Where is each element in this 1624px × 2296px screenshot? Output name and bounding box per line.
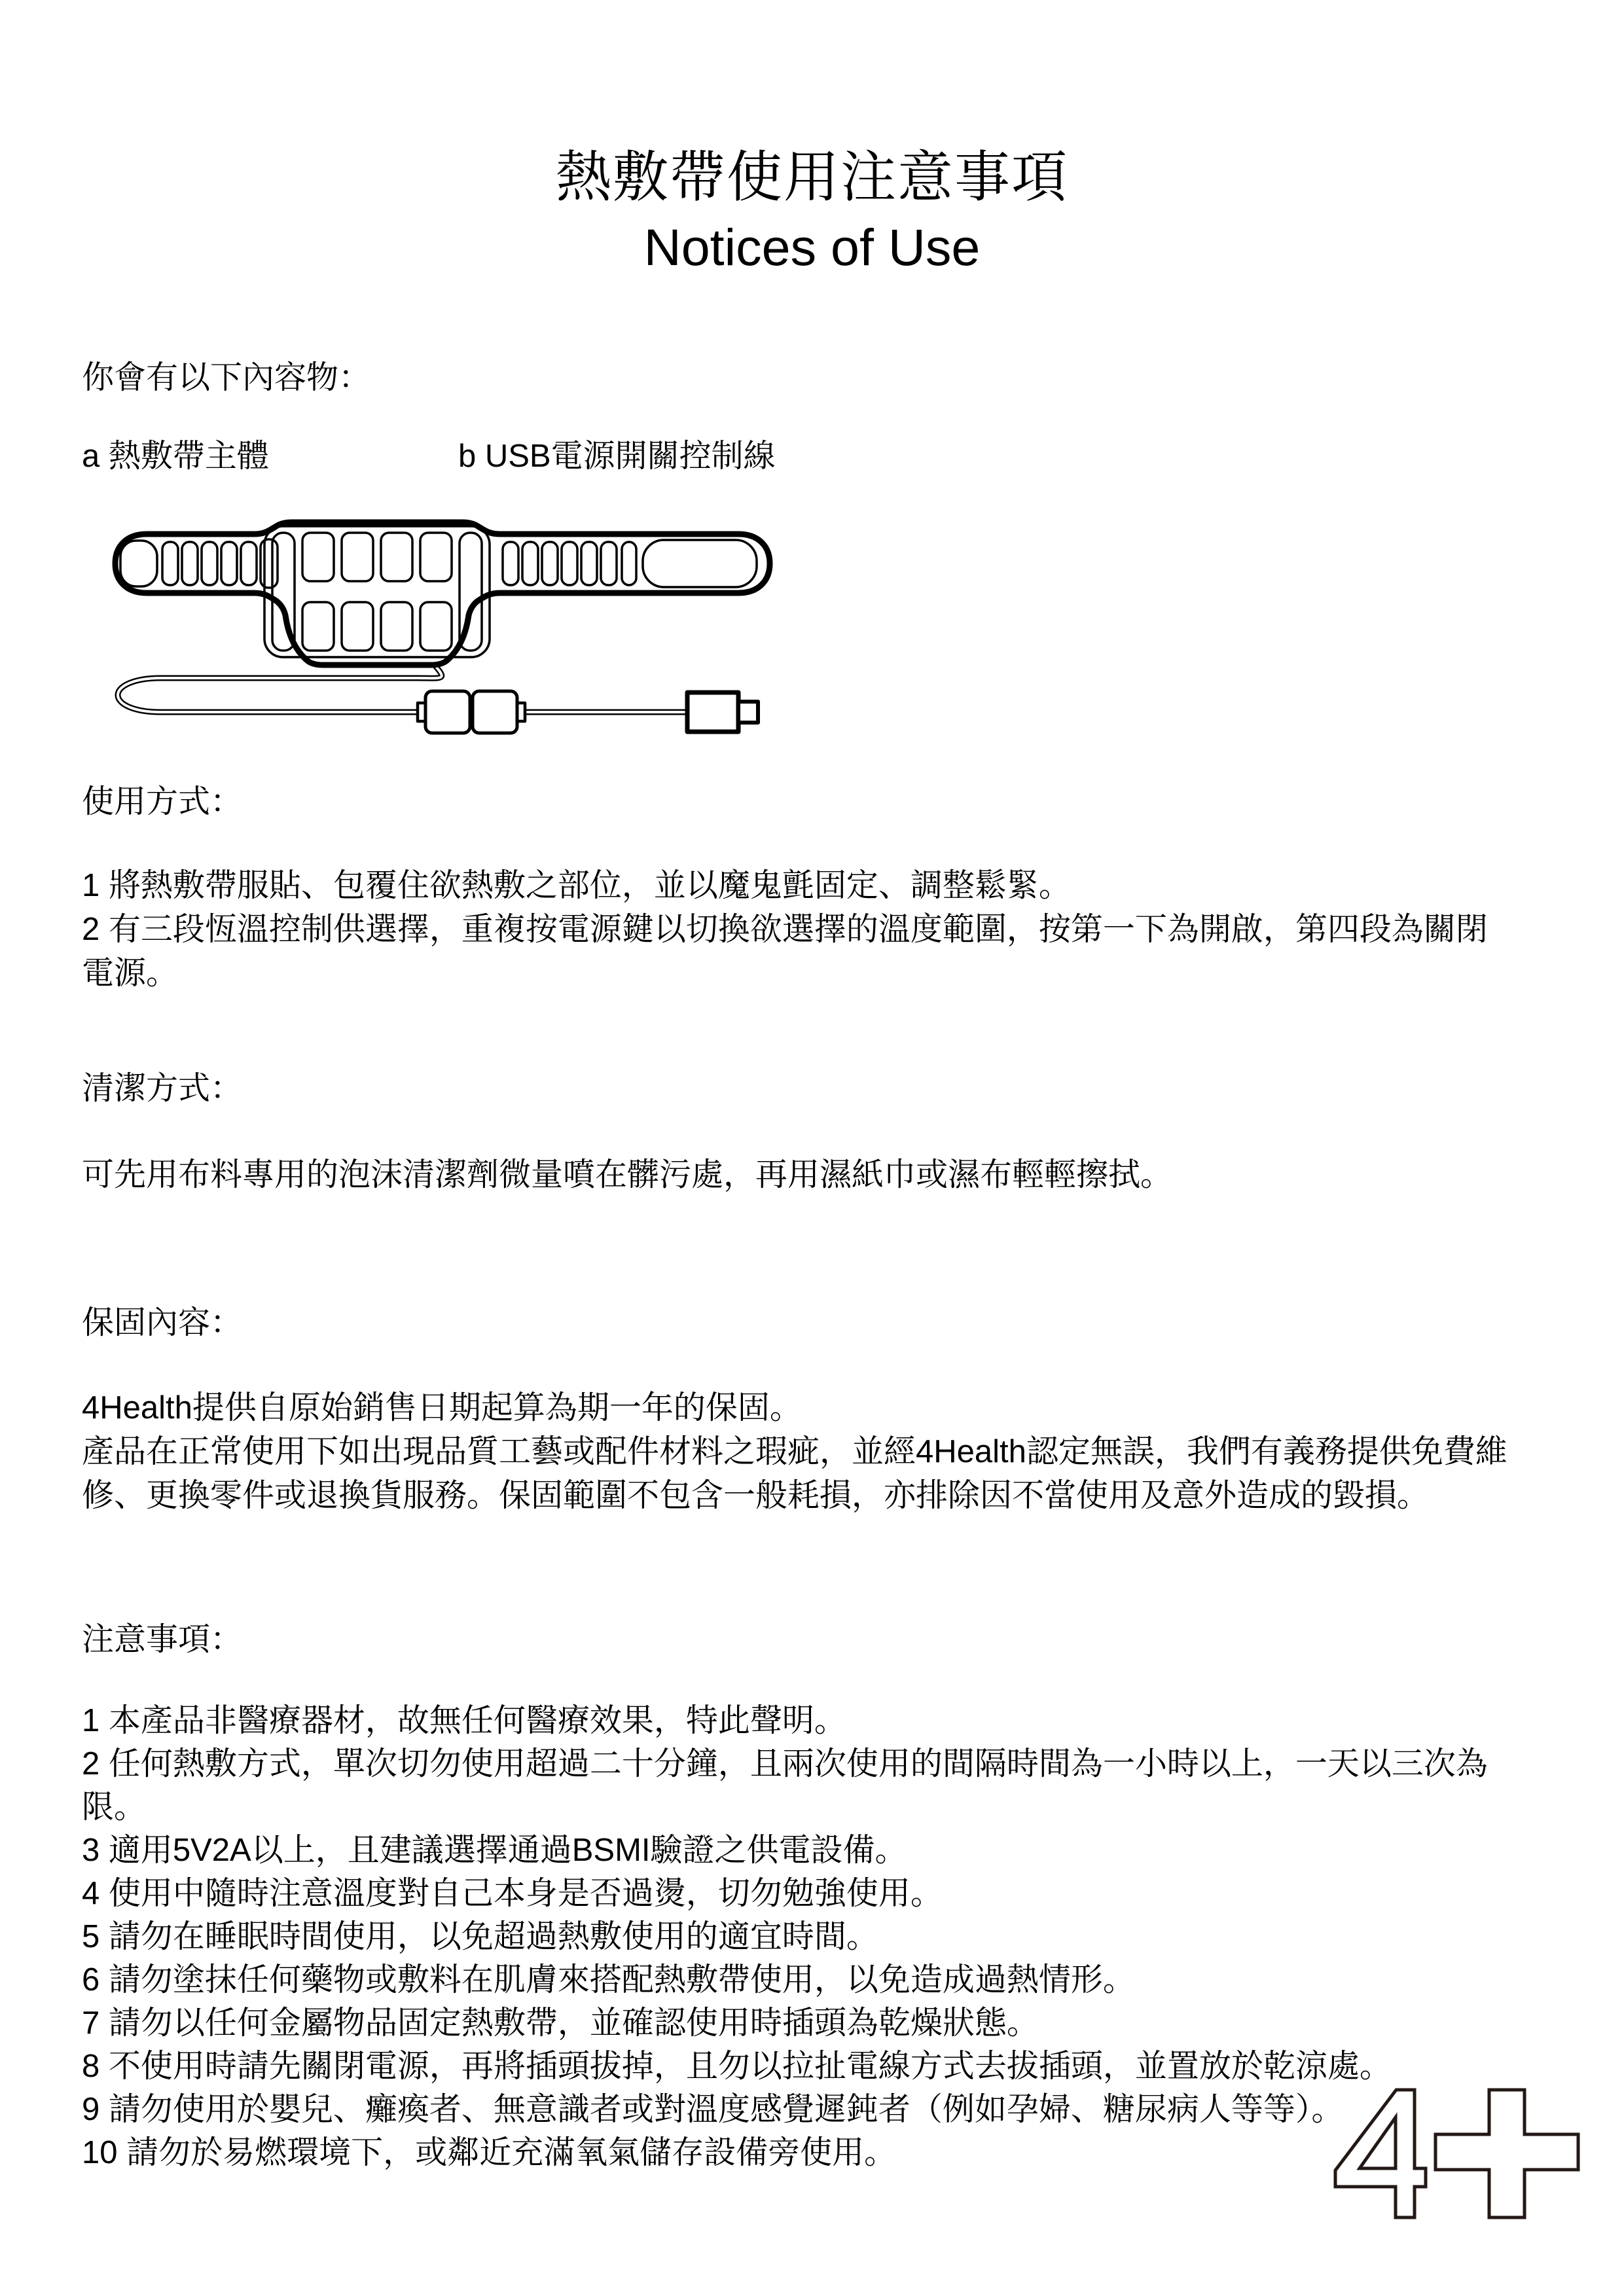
- warranty-line: 產品在正常使用下如出現品質工藝或配件材料之瑕疵，並經4Health認定無誤，我們有義務提供免費維: [82, 1434, 1507, 1469]
- notice-line: 1 本產品非醫療器材，故無任何醫療效果，特此聲明。: [82, 1703, 846, 1738]
- usage-line: 2 有三段恆溫控制供選擇，重複按電源鍵以切換欲選擇的溫度範圍，按第一下為開啟，第四段為關閉: [82, 912, 1488, 947]
- cleaning-header: 清潔方式：: [82, 1071, 243, 1106]
- contents-header: 你會有以下內容物：: [82, 360, 371, 395]
- cleaning-text: 可先用布料專用的泡沫清潔劑微量噴在髒污處，再用濕紙巾或濕布輕輕擦拭。: [82, 1157, 1173, 1193]
- notice-line: 4 使用中隨時注意溫度對自己本身是否過燙，切勿勉強使用。: [82, 1876, 943, 1911]
- usb-plug-tip: [738, 702, 758, 723]
- contents-item-a: a 熱敷帶主體: [82, 439, 269, 474]
- inline-switch-block-b: [473, 691, 517, 733]
- warranty-line: 4Health提供自原始銷售日期起算為期一年的保固。: [82, 1390, 802, 1426]
- notice-line: 2 任何熱敷方式，單次切勿使用超過二十分鐘，且兩次使用的間隔時間為一小時以上，一天以三次為: [82, 1746, 1488, 1782]
- inline-switch-block-a: [425, 691, 470, 733]
- usb-plug-body: [687, 692, 738, 732]
- notice-line: 10 請勿於易燃環境下，或鄰近充滿氧氣儲存設備旁使用。: [82, 2135, 897, 2170]
- usage-line: 電源。: [82, 956, 179, 991]
- notice-line: 8 不使用時請先關閉電源，再將插頭拔掉，且勿以拉扯電線方式去拔插頭，並置放於乾涼處。: [82, 2049, 1392, 2084]
- warranty-line: 修、更換零件或退換貨服務。保固範圍不包含一般耗損，亦排除因不當使用及意外造成的毀損。: [82, 1478, 1430, 1513]
- usage-line: 1 將熱敷帶服貼、包覆住欲熱敷之部位，並以魔鬼氈固定、調整鬆緊。: [82, 868, 1071, 903]
- notice-line: 6 請勿塗抹任何藥物或敷料在肌膚來搭配熱敷帶使用，以免造成過熱情形。: [82, 1962, 1135, 1998]
- notice-line: 9 請勿使用於嬰兒、癱瘓者、無意識者或對溫度感覺遲鈍者（例如孕婦、糖尿病人等等）。: [82, 2092, 1344, 2127]
- notice-line: 限。: [82, 1789, 147, 1825]
- usage-header: 使用方式：: [82, 784, 243, 819]
- brand-logo-4plus-icon: [1332, 2085, 1587, 2222]
- warranty-header: 保固內容：: [82, 1305, 243, 1340]
- notice-line: 7 請勿以任何金屬物品固定熱敷帶，並確認使用時插頭為乾燥狀態。: [82, 2005, 1039, 2041]
- notice-line: 5 請勿在睡眠時間使用，以免超過熱敷使用的適宜時間。: [82, 1919, 878, 1954]
- heating-pad-diagram: [98, 516, 812, 751]
- notices-header: 注意事項：: [82, 1622, 243, 1657]
- usb-cable-line: [118, 664, 691, 712]
- page-title: 熱敷帶使用注意事項: [555, 147, 1068, 209]
- page-subtitle: Notices of Use: [643, 218, 981, 276]
- contents-item-b: b USB電源開關控制線: [458, 439, 776, 474]
- notice-line: 3 適用5V2A以上，且建議選擇通過BSMI驗證之供電設備。: [82, 1833, 907, 1868]
